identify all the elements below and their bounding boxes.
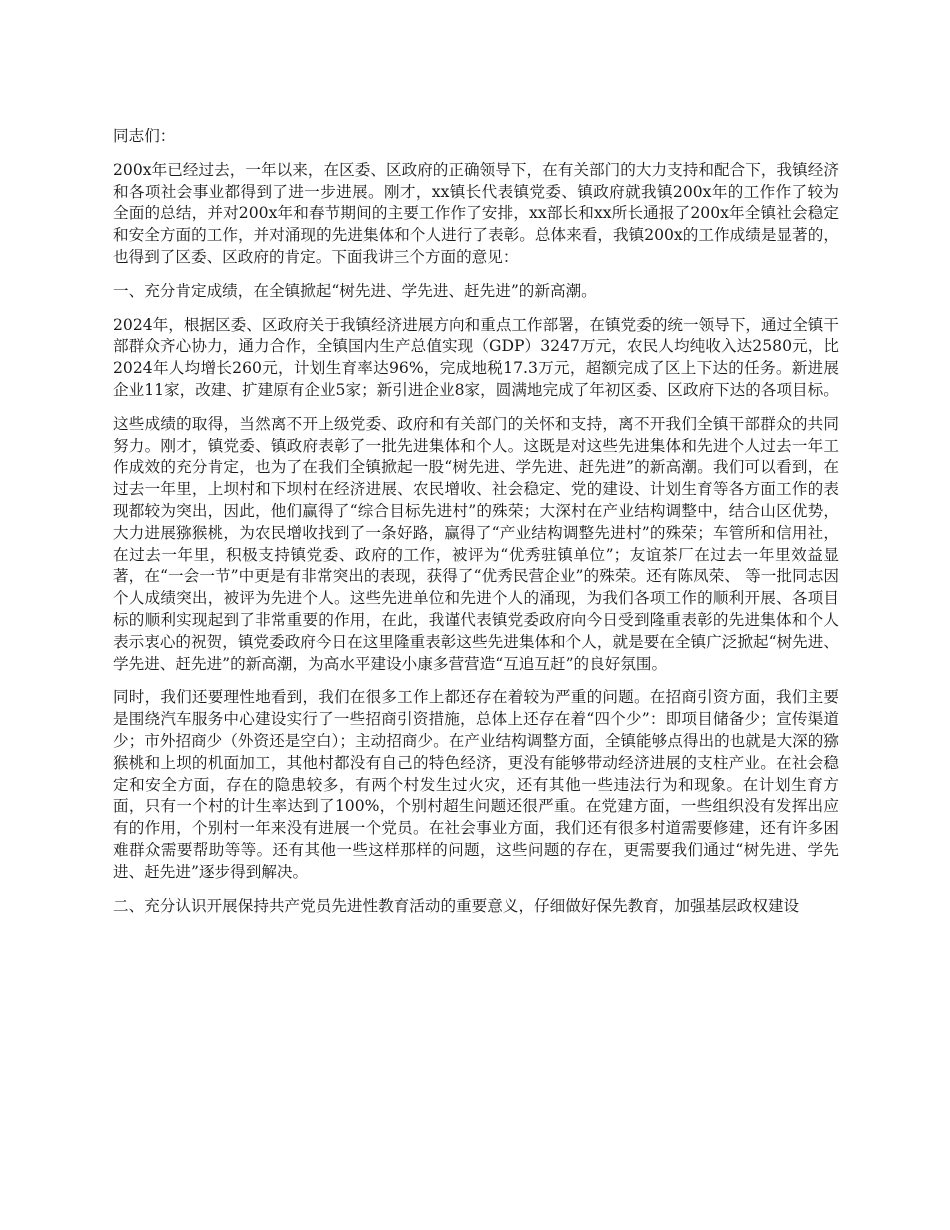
salutation: 同志们： <box>113 127 176 145</box>
achievements-paragraph: 2024年，根据区委、区政府关于我镇经济进展方向和重点工作部署，在镇党委的统一领导下，通过全镇干部群众齐心协力，通力合作，全镇国内生产总值实现（GDP）3247万元，农民人均纯收入达2580元，比2024年人均增长260元，计划生育率达96%，完成地税17.3万元，超额完成了区上下达的任务。新进展企业11家，改建、扩建原有企业5家；新引进企业8家，圆满地完成了年初区委、区政府下达的各项目标。 <box>113 315 839 399</box>
commendation-paragraph: 这些成绩的取得，当然离不开上级党委、政府和有关部门的关怀和支持，离不开我们全镇干部群众的共同努力。刚才，镇党委、镇政府表彰了一批先进集体和个人。这既是对这些先进集体和先进个人过去一年工作成效的充分肯定，也为了在我们全镇掀起一股“树先进、学先进、赶先进”的新高潮。我们可以看到，在过去一年里，上坝村和下坝村在经济进展、农民增收、社会稳定、党的建设、计划生育等各方面工作的表现都较为突出，因此，他们赢得了“综合目标先进村”的殊荣；大深村在产业结构调整中，结合山区优势，大力进展猕猴桃，为农民增收找到了一条好路，赢得了“产业结构调整先进村”的殊荣；车管所和信用社，在过去一年里，积极支持镇党委、政府的工作，被评为“优秀驻镇单位”；友谊茶厂在过去一年里效益显著，在“一会一节”中更是有非常突出的表现，获得了“优秀民营企业”的殊荣。还有陈凤荣、 等一批同志因个人成绩突出，被评为先进个人。这些先进单位和先进个人的涌现，为我们各项工作的顺利开展、各项目标的顺利实现起到了非常重要的作用，在此，我谨代表镇党委政府向今日受到隆重表彰的先进集体和个人表示衷心的祝贺，镇党委政府今日在这里隆重表彰这些先进集体和个人，就是要在全镇广泛掀起“树先进、学先进、赶先进”的新高潮，为高水平建设小康多营营造“互追互赶”的良好氛围。 <box>113 414 839 673</box>
section-heading-2: 二、充分认识开展保持共产党员先进性教育活动的重要意义，仔细做好保先教育，加强基层政权建设 <box>113 896 800 915</box>
document-body <box>113 126 839 929</box>
section-heading-1: 一、充分肯定成绩，在全镇掀起“树先进、学先进、赶先进”的新高潮。 <box>113 281 597 300</box>
problems-paragraph: 同时，我们还要理性地看到，我们在很多工作上都还存在着较为严重的问题。在招商引资方面，我们主要是围绕汽车服务中心建设实行了一些招商引资措施，总体上还存在着“四个少”：即项目储备少；宣传渠道少；市外招商少（外资还是空白）；主动招商少。在产业结构调整方面，全镇能够点得出的也就是大深的猕猴桃和上坝的机面加工，其他村都没有自己的特色经济，更没有能够带动经济进展的支柱产业。在社会稳定和安全方面，存在的隐患较多，有两个村发生过火灾，还有其他一些违法行为和现象。在计划生育方面，只有一个村的计生率达到了100%，个别村超生问题还很严重。在党建方面，一些组织没有发挥出应有的作用，个别村一年来没有进展一个党员。在社会事业方面，我们还有很多村道需要修建，还有许多困难群众需要帮助等等。还有其他一些这样那样的问题，这些问题的存在，更需要我们通过“树先进、学先进、赶先进”逐步得到解决。 <box>113 688 839 881</box>
intro-paragraph: 200x年已经过去，一年以来，在区委、区政府的正确领导下，在有关部门的大力支持和配合下，我镇经济和各项社会事业都得到了进一步进展。刚才，xx镇长代表镇党委、镇政府就我镇200x年的工作作了较为全面的总结，并对200x年和春节期间的主要工作作了安排，xx部长和xx所长通报了200x年全镇社会稳定和安全方面的工作，并对涌现的先进集体和个人进行了表彰。总体来看，我镇200x的工作成绩是显著的，也得到了区委、区政府的肯定。下面我讲三个方面的意见： <box>113 160 839 266</box>
